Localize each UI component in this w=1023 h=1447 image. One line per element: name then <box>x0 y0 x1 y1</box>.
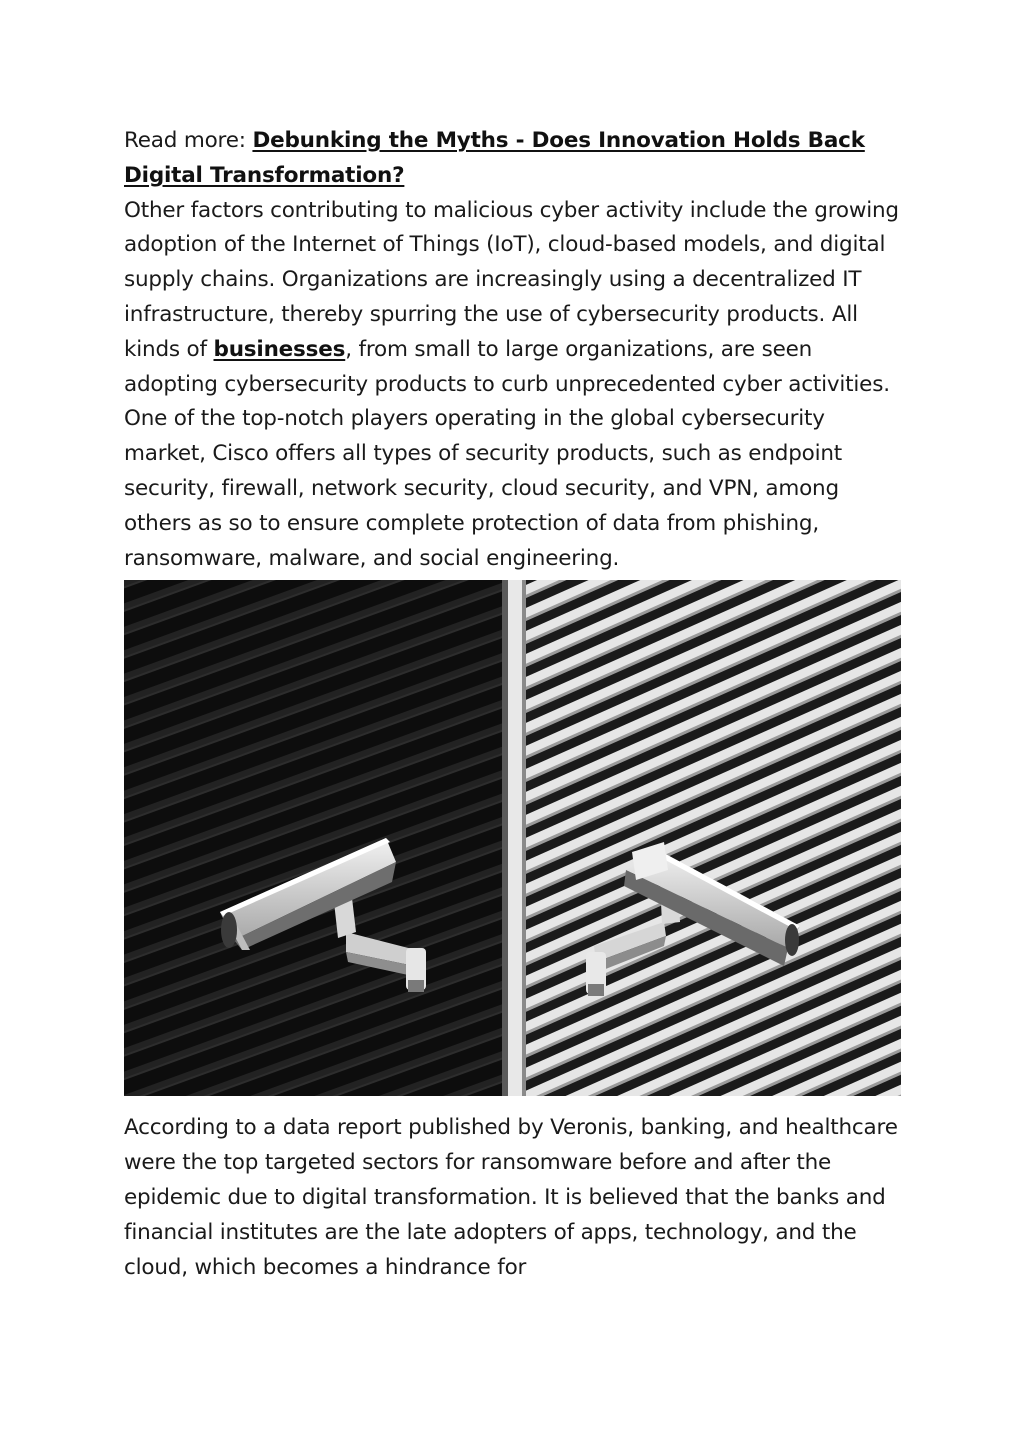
document-page <box>124 124 904 1285</box>
paragraph-text-after-link: , from small to large organizations, are seen adopting cybersecurity products to curb unprecedented cyber activities. One of the top-notch players operating in the global cybersecurity market, Cisco offers all types of security products, such as endpoint security, firewall, network security, cloud security, and VPN, among others as so to ensure complete protection of data from phishing, ransomware, malware, and social engineering. <box>124 336 890 571</box>
read-more-line <box>124 124 904 194</box>
security-cameras-photo <box>124 580 901 1096</box>
read-more-prefix: Read more: <box>124 128 253 153</box>
businesses-link[interactable]: businesses <box>213 336 346 362</box>
read-more-link[interactable]: Debunking the Myths - Does Innovation Holds Back Digital Transformation? <box>124 128 865 188</box>
paragraph-cyber-factors <box>124 194 904 577</box>
paragraph-ransomware-sectors: According to a data report published by Veronis, banking, and healthcare were the top targeted sectors for ransomware before and after the epidemic due to digital transformation. It is believed that the banks and financial institutes are the late adopters of apps, technology, and the cloud, which becomes a hindrance for <box>124 1115 898 1280</box>
paragraph-text-before-link: Other factors contributing to malicious cyber activity include the growing adoption of the Internet of Things (IoT), cloud-based models, and digital supply chains. Organizations are increasingly using a decentralized IT infrastructure, thereby spurring the use of cybersecurity products. All kinds of <box>124 197 899 362</box>
